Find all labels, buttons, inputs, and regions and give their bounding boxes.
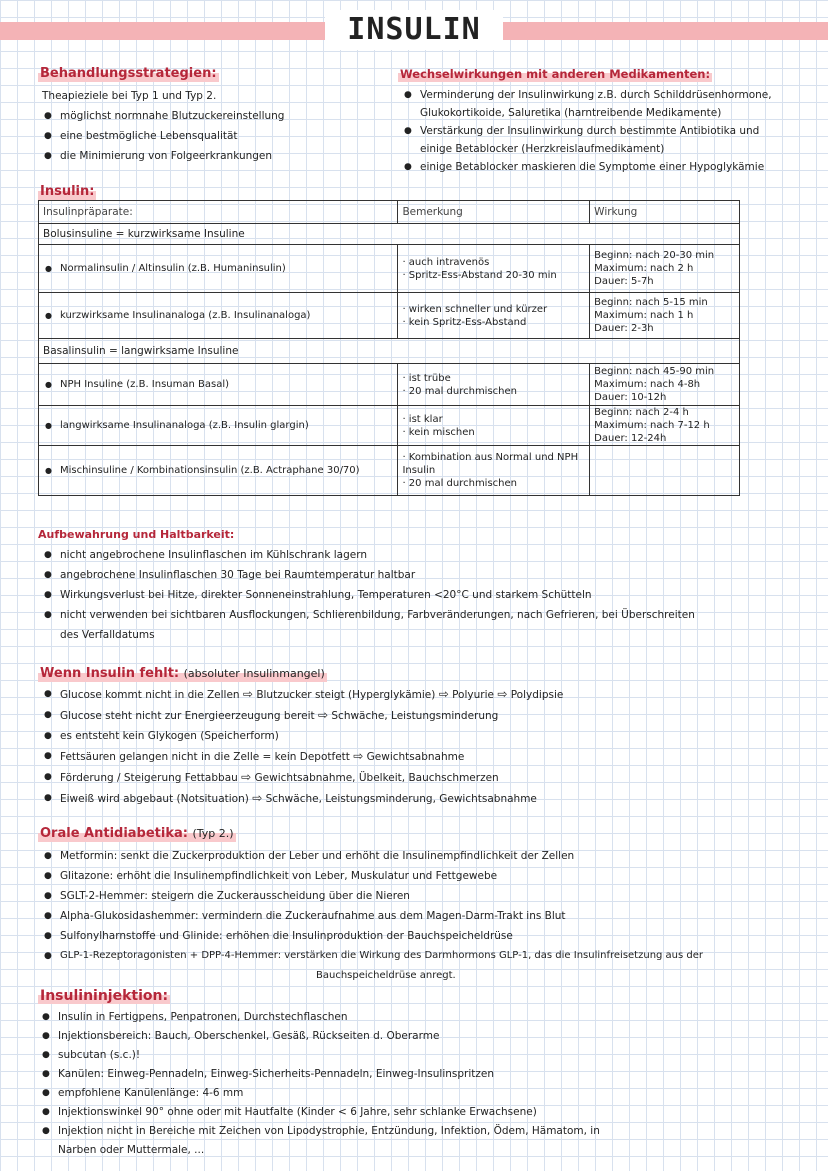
list-item	[44, 767, 563, 788]
remark: · ist klar	[402, 413, 585, 426]
arrow-right-icon: ⇨	[438, 687, 449, 701]
table-header: Wirkung	[590, 201, 740, 224]
prep-cell: ● Mischinsuline / Kombinationsinsulin (z.B. Actraphane 30/70)	[39, 446, 398, 496]
orale-subtitle: (Typ 2.)	[192, 827, 234, 840]
list-item	[404, 158, 772, 176]
orale-heading	[38, 826, 236, 842]
table-row	[39, 364, 740, 406]
list-item-line: Verminderung der Insulinwirkung z.B. durch Schilddrüsenhormone,	[420, 89, 772, 101]
list-item	[404, 86, 772, 122]
cause: Fettsäuren gelangen nicht in die Zelle = kein Depotfett	[60, 751, 350, 763]
effect: Gewichtsabnahme, Übelkeit, Bauchschmerzen	[254, 772, 499, 784]
cause: Glucose kommt nicht in die Zellen	[60, 689, 240, 701]
remark-cell	[398, 406, 590, 446]
page-title: INSULIN	[325, 10, 503, 50]
list-item-line: einige Betablocker (Herzkreislaufmedikament)	[420, 143, 665, 155]
fehlt-subtitle: (absoluter Insulinmangel)	[183, 667, 325, 680]
effect: Dauer: 12-24h	[594, 433, 667, 444]
effect: Schwäche, Leistungsminderung	[331, 710, 499, 722]
table-header-row	[39, 201, 740, 224]
arrow-right-icon: ⇨	[242, 687, 253, 701]
effect: Dauer: 5-7h	[594, 276, 654, 287]
table-category-row	[39, 224, 740, 245]
fehlt-title: Wenn Insulin fehlt:	[40, 666, 180, 681]
injektion-list	[42, 1008, 600, 1160]
fehlt-list	[44, 684, 563, 809]
effect: Polyurie	[452, 689, 494, 701]
list-item: ● eine bestmögliche Lebensqualität	[44, 126, 284, 146]
remark-cell	[398, 446, 590, 496]
list-item-line: nicht verwenden bei sichtbaren Ausflockungen, Schlierenbildung, Farbveränderungen, nach Gefrieren, bei Überschreiten	[60, 609, 695, 621]
effect: Beginn: nach 2-4 h	[594, 407, 689, 418]
prep-cell: ● langwirksame Insulinanaloga (z.B. Insulin glargin)	[39, 406, 398, 446]
list-item	[44, 605, 695, 645]
list-item-line: GLP-1-Rezeptoragonisten + DPP-4-Hemmer: verstärken die Wirkung des Darmhormons GLP-1, das die Insulinfreisetzung aus der	[60, 950, 704, 961]
effect: Maximum: nach 7-12 h	[594, 420, 710, 431]
remark: · Kombination aus Normal und NPH Insulin	[402, 451, 585, 477]
category-basal: Basalinsulin = langwirksame Insuline	[39, 339, 740, 364]
arrow-right-icon: ⇨	[241, 770, 252, 784]
wechsel-list	[404, 86, 772, 176]
list-item-line: Narben oder Muttermale, ...	[58, 1144, 205, 1156]
list-item: ● SGLT-2-Hemmer: steigern die Zuckerausscheidung über die Nieren	[44, 886, 703, 906]
list-item: ● Metformin: senkt die Zuckerproduktion der Leber und erhöht die Insulinempfindlichkeit der Zellen	[44, 846, 703, 866]
list-item: ● möglichst normnahe Blutzuckereinstellung	[44, 106, 284, 126]
remark: · 20 mal durchmischen	[402, 477, 585, 490]
arrow-right-icon: ⇨	[317, 708, 329, 722]
cause: es entsteht kein Glykogen (Speicherform)	[60, 730, 279, 742]
list-item	[44, 705, 563, 726]
list-item: ● nicht angebrochene Insulinflaschen im Kühlschrank lagern	[44, 545, 695, 565]
fehlt-heading	[38, 666, 327, 682]
remark: · kein Spritz-Ess-Abstand	[402, 316, 585, 329]
effect-cell	[590, 293, 740, 339]
list-item	[44, 726, 563, 746]
list-item	[44, 684, 563, 705]
effect: Schwäche, Leistungsminderung, Gewichtsabnahme	[265, 793, 537, 805]
table-row	[39, 446, 740, 496]
arrow-right-icon: ⇨	[497, 687, 508, 701]
table-row	[39, 406, 740, 446]
remark: · auch intravenös	[402, 256, 585, 269]
list-item	[42, 1122, 600, 1160]
list-item	[404, 122, 772, 158]
list-item: ● Kanülen: Einweg-Pennadeln, Einweg-Sicherheits-Pennadeln, Einweg-Insulinspritzen	[42, 1065, 600, 1084]
behandlung-heading: Behandlungsstrategien:	[40, 66, 217, 81]
list-item: ● Injektionswinkel 90° ohne oder mit Hautfalte (Kinder < 6 Jahre, sehr schlanke Erwachsene)	[42, 1103, 600, 1122]
effect: Blutzucker steigt (Hyperglykämie)	[256, 689, 436, 701]
prep-cell: ● Normalinsulin / Altinsulin (z.B. Humaninsulin)	[39, 245, 398, 293]
list-item: ● Wirkungsverlust bei Hitze, direkter Sonneneinstrahlung, Temperaturen <20°C und starkem Schütteln	[44, 585, 695, 605]
effect: Beginn: nach 20-30 min	[594, 250, 715, 261]
behandlung-intro: Theapieziele bei Typ 1 und Typ 2.	[42, 90, 217, 102]
arrow-right-icon: ⇨	[252, 791, 263, 805]
injektion-heading: Insulininjektion:	[40, 988, 169, 1004]
list-item-line: des Verfalldatums	[60, 629, 155, 641]
remark-cell	[398, 245, 590, 293]
list-item-line: Glukokortikoide, Saluretika (harntreibende Medikamente)	[420, 107, 722, 119]
list-item: ● Insulin in Fertigpens, Penpatronen, Durchstechflaschen	[42, 1008, 600, 1027]
list-item: ● Alpha-Glukosidashemmer: vermindern die Zuckeraufnahme aus dem Magen-Darm-Trakt ins Blut	[44, 906, 703, 926]
effect: Gewichtsabnahme	[366, 751, 465, 763]
list-item: ● angebrochene Insulinflaschen 30 Tage bei Raumtemperatur haltbar	[44, 565, 695, 585]
list-item: ● Glitazone: erhöht die Insulinempfindlichkeit von Leber, Muskulatur und Fettgewebe	[44, 866, 703, 886]
list-item: ● empfohlene Kanülenlänge: 4-6 mm	[42, 1084, 600, 1103]
list-item: ● die Minimierung von Folgeerkrankungen	[44, 146, 284, 166]
table-row	[39, 293, 740, 339]
effect: Beginn: nach 5-15 min	[594, 297, 708, 308]
table-header: Insulinpräparate:	[39, 201, 398, 224]
effect: Maximum: nach 2 h	[594, 263, 694, 274]
effect-cell	[590, 406, 740, 446]
list-item-line: einige Betablocker maskieren die Symptome einer Hypoglykämie	[420, 161, 765, 173]
effect: Dauer: 10-12h	[594, 392, 667, 403]
remark: · kein mischen	[402, 426, 585, 439]
category-bolus: Bolusinsuline = kurzwirksame Insuline	[39, 224, 740, 245]
aufbewahrung-list	[44, 545, 695, 645]
cause: Glucose steht nicht zur Energieerzeugung bereit	[60, 710, 315, 722]
list-item	[44, 788, 563, 809]
effect: Maximum: nach 1 h	[594, 310, 694, 321]
remark-cell	[398, 293, 590, 339]
table-row	[39, 245, 740, 293]
list-item	[44, 746, 563, 767]
effect: Maximum: nach 4-8h	[594, 379, 701, 390]
table-category-row	[39, 339, 740, 364]
remark-cell	[398, 364, 590, 406]
wechsel-heading: Wechselwirkungen mit anderen Medikamenten:	[400, 67, 711, 81]
cause: Förderung / Steigerung Fettabbau	[60, 772, 238, 784]
aufbewahrung-heading: Aufbewahrung und Haltbarkeit:	[38, 528, 235, 541]
remark: · ist trübe	[402, 372, 585, 385]
effect: Polydipsie	[510, 689, 564, 701]
list-item: ● Injektionsbereich: Bauch, Oberschenkel, Gesäß, Rückseiten d. Oberarme	[42, 1027, 600, 1046]
list-item-line: Bauchspeicheldrüse anregt.	[316, 970, 456, 981]
remark: · wirken schneller und kürzer	[402, 303, 585, 316]
list-item	[44, 946, 703, 986]
remark: · Spritz-Ess-Abstand 20-30 min	[402, 269, 585, 282]
behandlung-list	[44, 106, 284, 166]
prep-cell: ● NPH Insuline (z.B. Insuman Basal)	[39, 364, 398, 406]
insulin-table	[38, 200, 740, 496]
prep-cell: ● kurzwirksame Insulinanaloga (z.B. Insulinanaloga)	[39, 293, 398, 339]
list-item-line: Injektion nicht in Bereiche mit Zeichen von Lipodystrophie, Entzündung, Infektion, Ödem, Hämatom, in	[58, 1125, 600, 1137]
cause: Eiweiß wird abgebaut (Notsituation)	[60, 793, 249, 805]
effect-cell	[590, 245, 740, 293]
effect: Beginn: nach 45-90 min	[594, 366, 715, 377]
insulin-heading: Insulin:	[40, 184, 95, 199]
effect-cell	[590, 446, 740, 496]
table-header: Bemerkung	[398, 201, 590, 224]
list-item: ● Sulfonylharnstoffe und Glinide: erhöhen die Insulinproduktion der Bauchspeicheldrüse	[44, 926, 703, 946]
arrow-right-icon: ⇨	[353, 749, 364, 763]
list-item: ● subcutan (s.c.)!	[42, 1046, 600, 1065]
remark: · 20 mal durchmischen	[402, 385, 585, 398]
orale-list	[44, 846, 703, 986]
effect-cell	[590, 364, 740, 406]
effect: Dauer: 2-3h	[594, 323, 654, 334]
list-item-line: Verstärkung der Insulinwirkung durch bestimmte Antibiotika und	[420, 125, 760, 137]
orale-title: Orale Antidiabetika:	[40, 826, 188, 841]
